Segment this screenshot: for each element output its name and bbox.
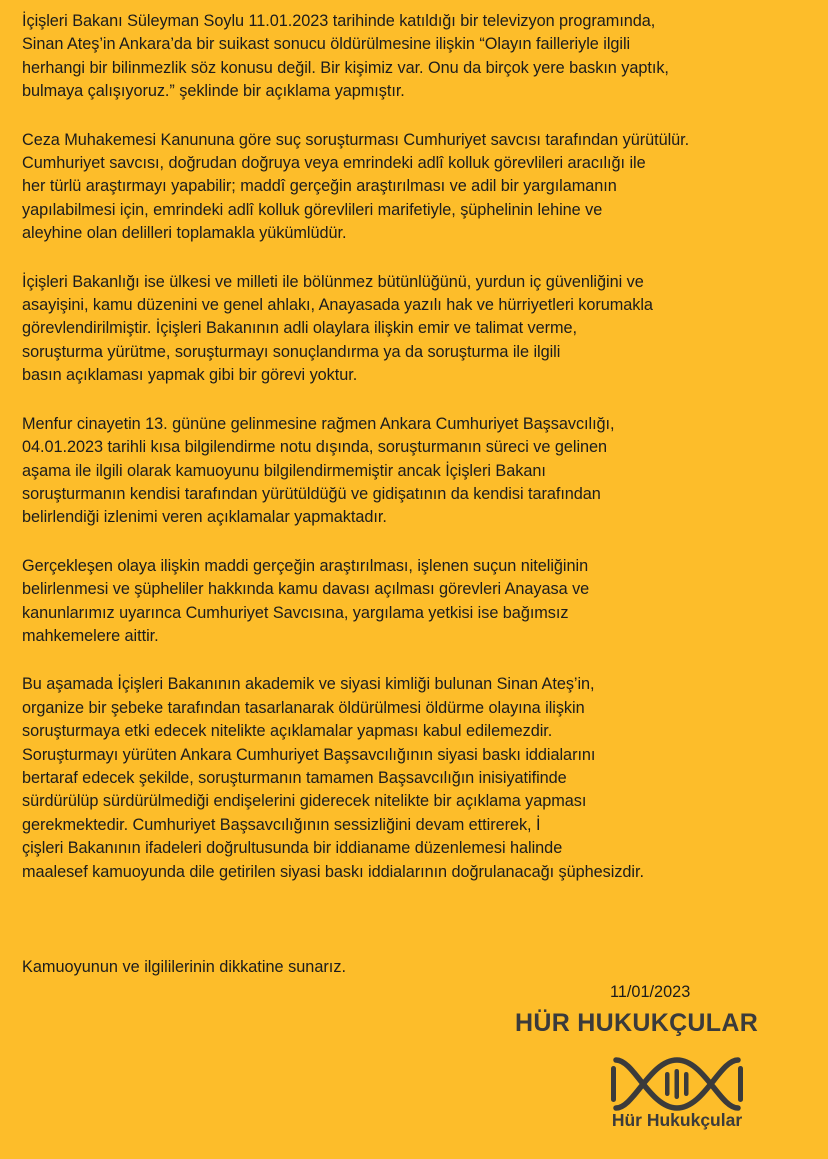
text-line: 04.01.2023 tarihli kısa bilgilendirme notu dışında, soruşturmanın süreci ve gelinen xyxy=(22,438,608,457)
text-line: bulmaya çalışıyoruz.” şeklinde bir açıklama yapmıştır. xyxy=(22,82,405,101)
text-line: soruşturma yürütme, soruşturmayı sonuçlandırma ya da soruşturma ile ilgili xyxy=(22,342,561,361)
text-line: kanunlarımız uyarınca Cumhuriyet Savcısına, yargılama yetkisi ise bağımsız xyxy=(22,603,569,622)
text-line: basın açıklaması yapmak gibi bir görevi yoktur. xyxy=(22,366,358,385)
text-line: organize bir şebeke tarafından tasarlanarak öldürülmesi öldürme olayına ilişkin xyxy=(22,698,585,717)
paragraph-1 xyxy=(22,10,812,104)
closing-line: Kamuoyunun ve ilgililerinin dikkatine sunarız. xyxy=(22,958,346,976)
paragraph-3 xyxy=(22,271,812,388)
text-line: İçişleri Bakanlığı ise ülkesi ve milleti ile bölünmez bütünlüğünü, yurdun iç güvenliğini ve xyxy=(22,272,644,291)
text-line: Bu aşamada İçişleri Bakanının akademik ve siyasi kimliği bulunan Sinan Ateş’in, xyxy=(22,675,595,694)
logo-wordmark: Hür Hukukçular xyxy=(611,1110,743,1130)
text-line: maalesef kamuoyunda dile getirilen siyasi baskı iddialarının doğrulanacağı şüphesizdir. xyxy=(22,862,644,881)
paragraph-6 xyxy=(22,673,812,884)
text-line: mahkemelere aittir. xyxy=(22,626,159,645)
text-line: Ceza Muhakemesi Kanununa göre suç soruşturması Cumhuriyet savcısı tarafından yürütülür. xyxy=(22,130,690,149)
text-line: sürdürülüp sürdürülmediği endişelerini giderecek nitelikte bir açıklama yapması xyxy=(22,792,587,811)
text-line: Menfur cinayetin 13. gününe gelinmesine rağmen Ankara Cumhuriyet Başsavcılığı, xyxy=(22,414,615,433)
text-line: yapılabilmesi için, emrindeki adlî kolluk görevlileri marifetiyle, şüphelinin lehine ve xyxy=(22,200,603,219)
organization-name: HÜR HUKUKÇULAR xyxy=(515,1009,759,1037)
text-line: gerekmektedir. Cumhuriyet Başsavcılığının sessizliğini devam ettirerek, İ xyxy=(22,815,541,834)
text-line: Gerçekleşen olaya ilişkin maddi gerçeğin araştırılması, işlenen suçun niteliğinin xyxy=(22,556,589,575)
dna-helix-icon xyxy=(608,1052,746,1116)
text-line: soruşturmaya etki edecek nitelikte açıklamalar yapması kabul edilemezdir. xyxy=(22,722,553,741)
text-line: soruşturmanın kendisi tarafından yürütüldüğü ve gidişatının da kendisi tarafından xyxy=(22,484,601,503)
text-line: her türlü araştırmayı yapabilir; maddî gerçeğin araştırılması ve adil bir yargılamanın xyxy=(22,177,617,196)
text-line: Sinan Ateş’in Ankara’da bir suikast sonucu öldürülmesine ilişkin “Olayın failleriyle ilgili xyxy=(22,35,631,54)
paragraph-5 xyxy=(22,555,812,649)
text-line: belirlendiği izlenimi veren açıklamalar yapmaktadır. xyxy=(22,508,387,527)
text-line: Cumhuriyet savcısı, doğrudan doğruya veya emrindeki adlî kolluk görevlileri aracılığı ile xyxy=(22,154,646,173)
statement-body xyxy=(22,10,812,909)
text-line: herhangi bir bilinmezlik söz konusu değil. Bir kişimiz var. Onu da birçok yere baskın yaptık, xyxy=(22,58,669,77)
text-line: aleyhine olan delilleri toplamakla yükümlüdür. xyxy=(22,224,347,243)
statement-date: 11/01/2023 xyxy=(610,983,691,1001)
text-line: İçişleri Bakanı Süleyman Soylu 11.01.2023 tarihinde katıldığı bir televizyon programında, xyxy=(22,12,656,30)
text-line: asayişini, kamu düzenini ve genel ahlakı, Anayasada yazılı hak ve hürriyetleri korumakla xyxy=(22,296,653,315)
organization-logo xyxy=(594,1052,760,1152)
text-line: Soruşturmayı yürüten Ankara Cumhuriyet Başsavcılığının siyasi baskı iddialarını xyxy=(22,745,596,764)
text-line: aşama ile ilgili olarak kamuoyunu bilgilendirmemiştir ancak İçişleri Bakanı xyxy=(22,461,546,480)
paragraph-4 xyxy=(22,413,812,530)
paragraph-2 xyxy=(22,129,812,246)
text-line: belirlenmesi ve şüpheliler hakkında kamu davası açılması görevleri Anayasa ve xyxy=(22,580,590,599)
text-line: bertaraf edecek şekilde, soruşturmanın tamamen Başsavcılığın inisiyatifinde xyxy=(22,768,567,787)
text-line: görevlendirilmiştir. İçişleri Bakanının adli olaylara ilişkin emir ve talimat verme, xyxy=(22,319,577,338)
text-line: çişleri Bakanının ifadeleri doğrultusunda bir iddianame düzenlemesi halinde xyxy=(22,839,563,858)
